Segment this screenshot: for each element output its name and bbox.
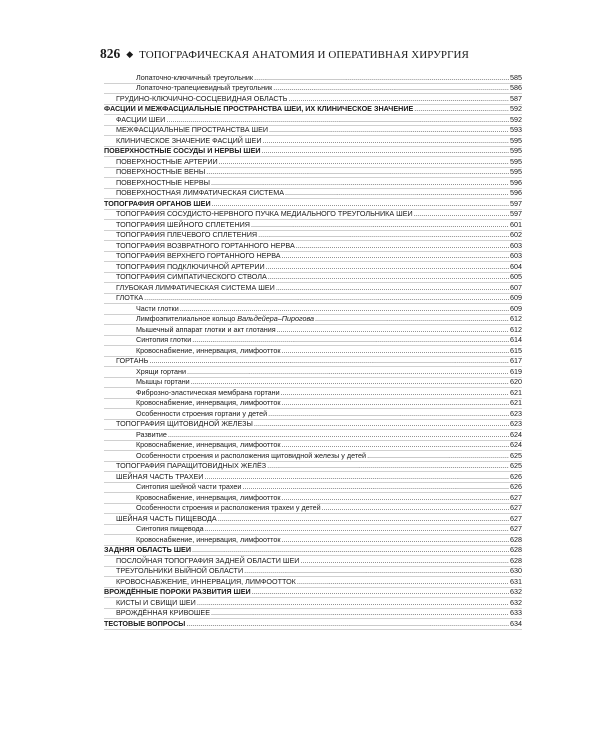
- toc-entry-title: [104, 608, 210, 618]
- toc-entry-title-text: Части глотки: [136, 303, 179, 313]
- toc-entry-title-text: ПОВЕРХНОСТНЫЕ НЕРВЫ: [116, 177, 211, 187]
- toc-entry-title: [104, 430, 167, 440]
- toc-entry-page: 603: [510, 251, 522, 260]
- toc-entry-page: 586: [510, 83, 522, 92]
- toc-entry[interactable]: [104, 472, 522, 483]
- dot-leader: [191, 377, 509, 387]
- toc-entry-title-text: Лопаточно-ключичный треугольник: [136, 72, 254, 82]
- toc-entry[interactable]: [104, 346, 522, 357]
- toc-entry[interactable]: [104, 136, 522, 147]
- toc-entry-title-text: КРОВОСНАБЖЕНИЕ, ИННЕРВАЦИЯ, ЛИМФООТТОК: [116, 576, 296, 586]
- toc-entry[interactable]: [104, 294, 522, 305]
- dot-leader: [212, 199, 509, 209]
- toc-entry-title-text: ТЕСТОВЫЕ ВОПРОСЫ: [104, 618, 186, 628]
- toc-entry-title: [104, 356, 148, 366]
- toc-entry[interactable]: [104, 126, 522, 137]
- dot-leader: [414, 209, 509, 219]
- toc-entry-page: 620: [510, 377, 522, 386]
- toc-entry[interactable]: [104, 231, 522, 242]
- toc-entry[interactable]: [104, 73, 522, 84]
- toc-entry-title: [104, 220, 250, 230]
- toc-entry[interactable]: [104, 535, 522, 546]
- dot-leader: [300, 556, 509, 566]
- toc-entry-page: 625: [510, 450, 522, 460]
- toc-entry-page: 624: [510, 429, 522, 439]
- dot-leader: [218, 514, 509, 524]
- toc-entry-title: [104, 136, 262, 146]
- toc-entry[interactable]: [104, 451, 522, 462]
- toc-entry-page: 623: [510, 408, 522, 418]
- dot-leader: [204, 472, 509, 482]
- dot-leader: [282, 493, 509, 503]
- toc-entry[interactable]: [104, 199, 522, 210]
- toc-entry-title-text: Кровоснабжение, иннервация, лимфоотток: [136, 440, 281, 449]
- toc-entry-title: [104, 146, 261, 156]
- dot-leader: [263, 136, 509, 146]
- dot-leader: [192, 335, 509, 345]
- toc-entry-title: [104, 73, 253, 83]
- toc-entry-title: [104, 524, 204, 534]
- toc-entry[interactable]: [104, 189, 522, 200]
- toc-entry[interactable]: [104, 84, 522, 95]
- toc-entry-title: [104, 94, 287, 104]
- toc-entry[interactable]: [104, 514, 522, 525]
- dot-leader: [244, 566, 509, 576]
- toc-entry[interactable]: [104, 115, 522, 126]
- toc-entry-page: 603: [510, 240, 522, 250]
- toc-entry[interactable]: [104, 241, 522, 252]
- toc-entry-page: 627: [510, 524, 522, 533]
- dot-leader: [262, 146, 509, 156]
- toc-entry[interactable]: [104, 441, 522, 452]
- toc-entry-title: [104, 545, 191, 555]
- toc-entry-title: [104, 104, 413, 114]
- toc-entry-page: 595: [510, 135, 522, 145]
- toc-entry[interactable]: [104, 325, 522, 336]
- toc-entry-title-text: ГЛОТКА: [116, 293, 144, 302]
- toc-entry[interactable]: [104, 220, 522, 231]
- toc-entry-page: 601: [510, 219, 522, 229]
- dot-leader: [254, 73, 509, 83]
- toc-entry-title: [104, 493, 281, 503]
- toc-entry-title: [104, 230, 257, 240]
- toc-entry-title-text: Лопаточно-трапециевидный треугольник: [136, 83, 273, 92]
- toc-entry[interactable]: [104, 105, 522, 116]
- toc-entry-title: [104, 619, 185, 629]
- toc-entry-title-text: КИСТЫ И СВИЩИ ШЕИ: [116, 597, 196, 607]
- toc-entry-title-text: Кровоснабжение, иннервация, лимфоотток: [136, 345, 281, 355]
- toc-entry-title-text: ТОПОГРАФИЯ ЩИТОВИДНОЙ ЖЕЛЕЗЫ: [116, 419, 253, 428]
- toc-entry-title: [104, 209, 413, 219]
- toc-entry-title-text: КЛИНИЧЕСКОЕ ЗНАЧЕНИЕ ФАСЦИЙ ШЕИ: [116, 135, 262, 145]
- toc-entry-title-text: ШЕЙНАЯ ЧАСТЬ ПИЩЕВОДА: [116, 513, 217, 523]
- dot-leader: [414, 104, 509, 114]
- toc-entry-page: 627: [510, 503, 522, 512]
- toc-entry-page: 628: [510, 534, 522, 544]
- dot-leader: [144, 293, 509, 303]
- toc-entry[interactable]: [104, 336, 522, 347]
- toc-entry[interactable]: [104, 577, 522, 588]
- toc-entry-page: 609: [510, 293, 522, 302]
- toc-entry-page: 612: [510, 324, 522, 334]
- dot-leader: [367, 451, 509, 461]
- toc-entry-title: [104, 262, 265, 272]
- dot-leader: [197, 598, 509, 608]
- toc-entry-title: [104, 241, 295, 251]
- dot-leader: [252, 587, 509, 597]
- toc-entry-title: [104, 377, 190, 387]
- dot-leader: [282, 535, 509, 545]
- toc-entry-title: [104, 451, 366, 461]
- toc-entry-page: 597: [510, 198, 522, 208]
- toc-entry-page: 623: [510, 419, 522, 428]
- table-of-contents: [104, 73, 522, 630]
- dot-leader: [242, 482, 509, 492]
- toc-entry[interactable]: [104, 378, 522, 389]
- toc-entry-page: 627: [510, 492, 522, 502]
- toc-entry-title-text: ГЛУБОКАЯ ЛИМФАТИЧЕСКАЯ СИСТЕМА ШЕИ: [116, 282, 275, 292]
- dot-leader: [282, 346, 509, 356]
- toc-entry-title-text: ТОПОГРАФИЯ СОСУДИСТО-НЕРВНОГО ПУЧКА МЕДИАЛЬНОГО ТРЕУГОЛЬНИКА ШЕИ: [116, 209, 413, 218]
- toc-entry-title-text: ТОПОГРАФИЯ ВЕРХНЕГО ГОРТАННОГО НЕРВА: [116, 251, 281, 260]
- page-header: [100, 46, 530, 62]
- toc-entry-title-text: ШЕЙНАЯ ЧАСТЬ ТРАХЕИ: [116, 471, 204, 481]
- toc-entry-title: [104, 167, 205, 177]
- dot-leader: [322, 503, 509, 513]
- toc-entry-title: [104, 503, 321, 513]
- toc-entry-title-text: ТОПОГРАФИЯ ШЕЙНОГО СПЛЕТЕНИЯ: [116, 219, 250, 229]
- dot-leader: [166, 115, 509, 125]
- toc-entry[interactable]: [104, 619, 522, 630]
- toc-entry[interactable]: [104, 210, 522, 221]
- toc-entry-page: 630: [510, 566, 522, 575]
- toc-entry-title: [104, 199, 211, 209]
- toc-entry-title-text: ГОРТАНЬ: [116, 356, 149, 365]
- toc-entry-page: 614: [510, 335, 522, 344]
- toc-entry-page: 624: [510, 440, 522, 449]
- dot-leader: [187, 367, 509, 377]
- dot-leader: [288, 94, 509, 104]
- toc-entry[interactable]: [104, 525, 522, 536]
- toc-entry-title-text: ТОПОГРАФИЯ СИМПАТИЧЕСКОГО СТВОЛА: [116, 272, 267, 281]
- dot-leader: [192, 545, 509, 555]
- toc-entry-page: 587: [510, 93, 522, 103]
- toc-entry[interactable]: [104, 409, 522, 420]
- toc-entry-title-text: Синтопия пищевода: [136, 524, 204, 533]
- toc-entry-title-text: ТОПОГРАФИЯ ОРГАНОВ ШЕИ: [104, 198, 211, 208]
- toc-entry-title-text: ПОВЕРХНОСТНАЯ ЛИМФАТИЧЕСКАЯ СИСТЕМА: [116, 188, 285, 197]
- toc-entry-title: [104, 409, 267, 419]
- toc-entry-title-text: ПОВЕРХНОСТНЫЕ СОСУДЫ И НЕРВЫ ШЕИ: [104, 146, 261, 155]
- toc-entry-page: 615: [510, 345, 522, 355]
- toc-entry-title-text: ПОВЕРХНОСТНЫЕ АРТЕРИИ: [116, 156, 218, 166]
- toc-entry[interactable]: [104, 315, 522, 326]
- dot-leader: [211, 178, 509, 188]
- dot-leader: [282, 398, 509, 408]
- toc-entry[interactable]: [104, 357, 522, 368]
- toc-entry-title: [104, 440, 281, 450]
- toc-entry-title: [104, 335, 191, 345]
- dot-leader: [269, 125, 509, 135]
- toc-entry[interactable]: [104, 420, 522, 431]
- toc-entry-title: [104, 83, 272, 93]
- toc-entry[interactable]: [104, 273, 522, 284]
- toc-entry-page: 596: [510, 188, 522, 197]
- toc-entry[interactable]: [104, 283, 522, 294]
- toc-entry-title: [104, 272, 267, 282]
- toc-entry-title: [104, 388, 280, 398]
- toc-entry-title: [104, 157, 218, 167]
- toc-entry-title: [104, 325, 276, 335]
- toc-entry[interactable]: [104, 567, 522, 578]
- toc-entry-page: 628: [510, 555, 522, 565]
- toc-entry-title: [104, 188, 284, 198]
- dot-leader: [149, 356, 509, 366]
- toc-entry-title-text: Развитие: [136, 429, 167, 439]
- dot-leader: [281, 388, 509, 398]
- toc-entry-title-text: Синтопия шейной части трахеи: [136, 482, 242, 491]
- toc-entry[interactable]: [104, 168, 522, 179]
- dot-leader: [277, 325, 509, 335]
- toc-entry[interactable]: [104, 430, 522, 441]
- toc-entry[interactable]: [104, 462, 522, 473]
- toc-entry-title: [104, 115, 165, 125]
- dot-leader: [258, 230, 509, 240]
- dot-leader: [276, 283, 509, 293]
- toc-entry-title: [104, 283, 275, 293]
- toc-entry[interactable]: [104, 147, 522, 158]
- toc-entry-page: 592: [510, 104, 522, 113]
- dot-leader: [282, 440, 509, 450]
- toc-entry-page: 621: [510, 398, 522, 407]
- toc-entry-title-text: Кровоснабжение, иннервация, лимфоотток: [136, 398, 281, 407]
- dot-leader: [206, 167, 509, 177]
- toc-entry-title-text: ТОПОГРАФИЯ ПОДКЛЮЧИЧНОЙ АРТЕРИИ: [116, 261, 265, 271]
- dot-leader: [168, 430, 509, 440]
- toc-entry-title-text: Особенности строения гортани у детей: [136, 408, 268, 418]
- toc-entry[interactable]: [104, 609, 522, 620]
- dot-leader: [205, 524, 509, 534]
- dot-leader: [254, 419, 509, 429]
- dot-leader: [251, 220, 509, 230]
- toc-entry[interactable]: [104, 483, 522, 494]
- diamond-icon: ◆: [126, 49, 134, 59]
- toc-entry-title-text: ТОПОГРАФИЯ ПЛЕЧЕВОГО СПЛЕТЕНИЯ: [116, 230, 258, 239]
- dot-leader: [211, 608, 509, 618]
- toc-entry-title: [104, 293, 143, 303]
- toc-entry[interactable]: [104, 598, 522, 609]
- toc-entry-title-text: ТРЕУГОЛЬНИКИ ВЫЙНОЙ ОБЛАСТИ: [116, 566, 244, 575]
- toc-entry[interactable]: [104, 157, 522, 168]
- toc-entry-title-text: ТОПОГРАФИЯ ПАРАЩИТОВИДНЫХ ЖЕЛЁЗ: [116, 461, 267, 470]
- toc-entry-title: [104, 314, 314, 324]
- dot-leader: [296, 241, 509, 251]
- toc-entry[interactable]: [104, 367, 522, 378]
- toc-entry-page: 627: [510, 513, 522, 523]
- toc-entry-page: 602: [510, 230, 522, 239]
- toc-entry-title-text: МЕЖФАСЦИАЛЬНЫЕ ПРОСТРАНСТВА ШЕИ: [116, 125, 269, 134]
- toc-entry-title-text: Хрящи гортани: [136, 366, 187, 376]
- toc-entry-title-text: ТОПОГРАФИЯ ВОЗВРАТНОГО ГОРТАННОГО НЕРВА: [116, 240, 295, 250]
- toc-entry-page: 585: [510, 72, 522, 82]
- toc-entry-page: 619: [510, 366, 522, 376]
- toc-entry[interactable]: [104, 304, 522, 315]
- toc-entry-page: 626: [510, 471, 522, 481]
- toc-entry-page: 612: [510, 314, 522, 323]
- toc-entry[interactable]: [104, 94, 522, 105]
- toc-entry-title: [104, 419, 253, 429]
- toc-entry-title: [104, 577, 296, 587]
- toc-entry-title: [104, 304, 179, 314]
- toc-entry-page: 632: [510, 597, 522, 607]
- toc-entry[interactable]: [104, 493, 522, 504]
- toc-entry-page: 631: [510, 576, 522, 586]
- toc-entry-title: [104, 535, 281, 545]
- toc-entry-title-italic: Вальдейера–Пирогова: [237, 314, 315, 323]
- toc-entry-title: [104, 398, 281, 408]
- toc-entry-page: 595: [510, 167, 522, 176]
- toc-entry-title: [104, 587, 251, 597]
- toc-entry[interactable]: [104, 546, 522, 557]
- toc-entry-title: [104, 125, 268, 135]
- toc-entry[interactable]: [104, 262, 522, 273]
- toc-entry-title: [104, 566, 243, 576]
- toc-entry[interactable]: [104, 504, 522, 515]
- toc-entry-title-text: ФАСЦИИ И МЕЖФАСЦИАЛЬНЫЕ ПРОСТРАНСТВА ШЕИ, ИХ КЛИНИЧЕСКОЕ ЗНАЧЕНИЕ: [104, 104, 414, 113]
- page-number: 826: [100, 46, 121, 61]
- toc-entry-title: [104, 598, 196, 608]
- toc-entry-page: 595: [510, 156, 522, 166]
- dot-leader: [266, 262, 509, 272]
- dot-leader: [268, 272, 509, 282]
- toc-entry-page: 604: [510, 261, 522, 271]
- toc-entry-title: [104, 472, 203, 482]
- toc-entry-page: 595: [510, 146, 522, 155]
- toc-entry[interactable]: [104, 588, 522, 599]
- toc-entry-title-text: Мышечный аппарат глотки и акт глотания: [136, 324, 276, 334]
- toc-entry-title-text: Мышцы гортани: [136, 377, 190, 386]
- running-title: ТОПОГРАФИЧЕСКАЯ АНАТОМИЯ И ОПЕРАТИВНАЯ ХИРУРГИЯ: [139, 49, 469, 61]
- toc-entry-title-text: ГРУДИНО-КЛЮЧИЧНО-СОСЦЕВИДНАЯ ОБЛАСТЬ: [116, 93, 288, 103]
- toc-entry-title-text: Кровоснабжение, иннервация, лимфоотток: [136, 534, 281, 544]
- toc-entry-page: 592: [510, 114, 522, 124]
- dot-leader: [282, 251, 509, 261]
- dot-leader: [267, 461, 509, 471]
- toc-entry-title-text: ВРОЖДЁННЫЕ ПОРОКИ РАЗВИТИЯ ШЕИ: [104, 587, 251, 596]
- dot-leader: [285, 188, 509, 198]
- toc-entry-title-text: ВРОЖДЁННАЯ КРИВОШЕЕ: [116, 608, 210, 617]
- toc-entry-page: 596: [510, 177, 522, 187]
- toc-entry-page: 628: [510, 545, 522, 554]
- toc-entry-page: 626: [510, 482, 522, 491]
- toc-entry-page: 632: [510, 587, 522, 596]
- toc-entry[interactable]: [104, 388, 522, 399]
- toc-entry-page: 634: [510, 618, 522, 628]
- toc-entry-page: 617: [510, 356, 522, 365]
- toc-entry-title-text: Синтопия глотки: [136, 335, 192, 344]
- toc-entry[interactable]: [104, 252, 522, 263]
- toc-entry-title: [104, 461, 266, 471]
- dot-leader: [180, 304, 509, 314]
- toc-entry-title-text: Особенности строения и расположения щитовидной железы у детей: [136, 450, 367, 460]
- toc-entry-title-text: ПОВЕРХНОСТНЫЕ ВЕНЫ: [116, 167, 206, 176]
- toc-entry-page: 597: [510, 209, 522, 218]
- toc-entry-page: 607: [510, 282, 522, 292]
- toc-entry-title-text: Фиброзно-эластическая мембрана гортани: [136, 387, 280, 397]
- dot-leader: [315, 314, 509, 324]
- toc-entry-title-text: ЗАДНЯЯ ОБЛАСТЬ ШЕИ: [104, 545, 191, 554]
- toc-entry-title: [104, 251, 281, 261]
- toc-entry-title: [104, 482, 241, 492]
- dot-leader: [268, 409, 509, 419]
- toc-entry[interactable]: [104, 399, 522, 410]
- toc-entry-page: 609: [510, 303, 522, 313]
- toc-entry-title-text: Особенности строения и расположения трахеи у детей: [136, 503, 321, 512]
- toc-entry-title: [104, 514, 217, 524]
- toc-entry-title: [104, 178, 210, 188]
- toc-entry-page: 625: [510, 461, 522, 470]
- toc-entry[interactable]: [104, 556, 522, 567]
- toc-entry-page: 605: [510, 272, 522, 281]
- toc-entry-title: [104, 346, 281, 356]
- dot-leader: [186, 619, 509, 629]
- toc-entry-title: [104, 556, 299, 566]
- toc-entry-title-text: Лимфоэпителиальное кольцо: [136, 314, 238, 323]
- toc-entry-title-text: Кровоснабжение, иннервация, лимфоотток: [136, 492, 281, 502]
- toc-entry-title: [104, 367, 186, 377]
- toc-entry-page: 621: [510, 387, 522, 397]
- dot-leader: [273, 83, 509, 93]
- dot-leader: [297, 577, 509, 587]
- toc-entry-page: 593: [510, 125, 522, 134]
- toc-entry[interactable]: [104, 178, 522, 189]
- toc-entry-title-text: ФАСЦИИ ШЕИ: [116, 114, 166, 124]
- dot-leader: [219, 157, 509, 167]
- toc-entry-title-text: ПОСЛОЙНАЯ ТОПОГРАФИЯ ЗАДНЕЙ ОБЛАСТИ ШЕИ: [116, 555, 300, 565]
- toc-entry-page: 633: [510, 608, 522, 617]
